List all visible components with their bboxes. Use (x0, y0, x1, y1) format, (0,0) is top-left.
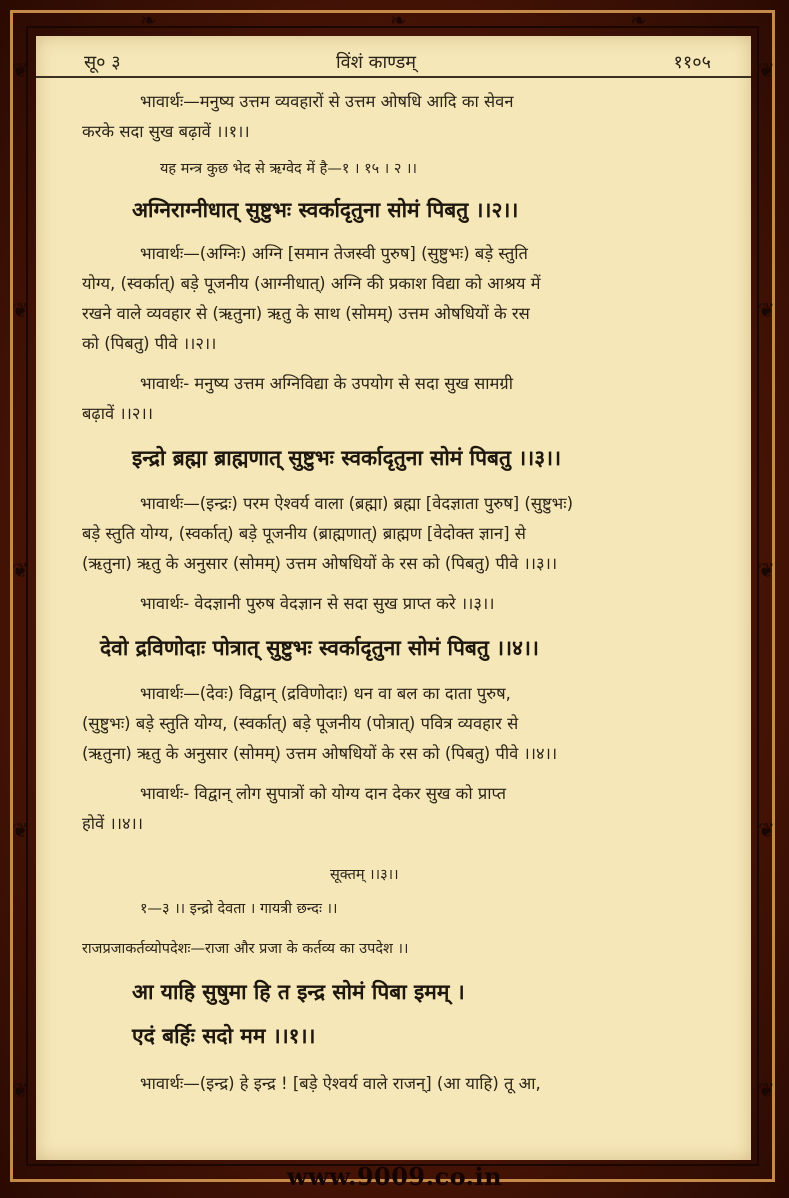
ornament-icon: ❦ (12, 558, 29, 582)
bhavarth-4-line-2: बड़े स्तुति योग्य, (स्वर्कात्) बड़े पूजनीय (ब्राह्मणात्) ब्राह्मण [वेदोक्त ज्ञान] से (82, 524, 526, 543)
bhavarth-2-line-2: योग्य, (स्वर्कात्) बड़े पूजनीय (आग्नीधात्) अग्नि की प्रकाश विद्या को आश्रय में (82, 274, 541, 293)
ornament-icon: ❦ (12, 58, 29, 82)
bhavarth-4-line-3: (ऋतुना) ऋतु के अनुसार (सोमम्) उत्तम ओषधियों के रस को (पिबतु) पीवे ।।३।। (82, 554, 558, 573)
ornament-icon: ❦ (12, 818, 29, 842)
website-url: www.9009.co.in (286, 1162, 503, 1191)
sukta-topic: राजप्रजाकर्तव्योपदेशः—राजा और प्रजा के कर्तव्य का उपदेश ।। (82, 941, 409, 957)
ornament-icon: ❧ (390, 8, 407, 32)
ornament-icon: ❦ (758, 558, 775, 582)
ornament-icon: ❦ (12, 298, 29, 322)
bhavarth-5: भावार्थः- वेदज्ञानी पुरुष वेदज्ञान से सदा सुख प्राप्त करे ।।३।। (140, 594, 495, 613)
mantra-5-line-1: आ याहि सुषुमा हि त इन्द्र सोमं पिबा इमम् । (132, 980, 465, 1004)
ornament-icon: ❦ (12, 1078, 29, 1102)
mantra-3: इन्द्रो ब्रह्मा ब्राह्मणात् सुष्टुभः स्वर्कादृतुना सोमं पिबतु ।।३।। (132, 446, 562, 470)
sukta-info: १—३ ।। इन्द्रो देवता । गायत्री छन्दः ।। (140, 901, 338, 917)
rigveda-note: यह मन्त्र कुछ भेद से ऋग्वेद में है—१ । १५ । २ ।। (160, 161, 418, 177)
kand-title: विंशं काण्डम् (336, 52, 417, 73)
mantra-5-line-2: एदं बर्हिः सदो मम ।।१।। (132, 1024, 316, 1048)
sukta-number: सू० ३ (84, 52, 121, 73)
scripture-page (36, 36, 751, 1160)
ornament-icon: ❦ (758, 58, 775, 82)
bhavarth-1-line-2: करके सदा सुख बढ़ावें ।।१।। (82, 122, 250, 141)
mantra-2: अग्निराग्नीधात् सुष्टुभः स्वर्कादृतुना सोमं पिबतु ।।२।। (132, 198, 519, 222)
bhavarth-3-line-2: बढ़ावें ।।२।। (82, 404, 153, 423)
bhavarth-1-line-1: भावार्थः—मनुष्य उत्तम व्यवहारों से उत्तम ओषधि आदि का सेवन (140, 92, 514, 111)
ornament-icon: ❧ (630, 8, 647, 32)
ornament-icon: ❧ (140, 8, 157, 32)
bhavarth-6-line-3: (ऋतुना) ऋतु के अनुसार (सोमम्) उत्तम ओषधियों के रस को (पिबतु) पीवे ।।४।। (82, 744, 558, 763)
page-header (36, 36, 751, 78)
page-number: ११०५ (673, 52, 711, 73)
bhavarth-4-line-1: भावार्थः—(इन्द्रः) परम ऐश्वर्य वाला (ब्रह्मा) ब्रह्मा [वेदज्ञाता पुरुष] (सुष्टुभः) (140, 494, 574, 513)
bhavarth-7-line-2: होवें ।।४।। (82, 814, 144, 833)
bhavarth-3-line-1: भावार्थः- मनुष्य उत्तम अग्निविद्या के उपयोग से सदा सुख सामग्री (140, 374, 513, 393)
bhavarth-6-line-2: (सुष्टुभः) बड़े स्तुति योग्य, (स्वर्कात्) बड़े पूजनीय (पोत्रात्) पवित्र व्यवहार से (82, 714, 519, 733)
bhavarth-2-line-4: को (पिबतु) पीवे ।।२।। (82, 334, 217, 353)
bhavarth-2-line-3: रखने वाले व्यवहार से (ऋतुना) ऋतु के साथ (सोमम्) उत्तम ओषधियों के रस (82, 304, 530, 323)
sukta-title: सूक्तम् ।।३।। (330, 867, 399, 883)
bhavarth-2-line-1: भावार्थः—(अग्निः) अग्नि [समान तेजस्वी पुरुष] (सुष्टुभः) बड़े स्तुति (140, 244, 528, 263)
ornament-icon: ❦ (758, 298, 775, 322)
ornament-icon: ❦ (758, 818, 775, 842)
bhavarth-7-line-1: भावार्थः- विद्वान् लोग सुपात्रों को योग्य दान देकर सुख को प्राप्त (140, 784, 507, 803)
ornament-icon: ❦ (758, 1078, 775, 1102)
bhavarth-6-line-1: भावार्थः—(देवः) विद्वान् (द्रविणोदाः) धन वा बल का दाता पुरुष, (140, 684, 511, 703)
bhavarth-8: भावार्थः—(इन्द्र) हे इन्द्र ! [बड़े ऐश्वर्य वाले राजन्] (आ याहि) तू आ, (140, 1074, 541, 1093)
mantra-4: देवो द्रविणोदाः पोत्रात् सुष्टुभः स्वर्कादृतुना सोमं पिबतु ।।४।। (100, 636, 539, 660)
